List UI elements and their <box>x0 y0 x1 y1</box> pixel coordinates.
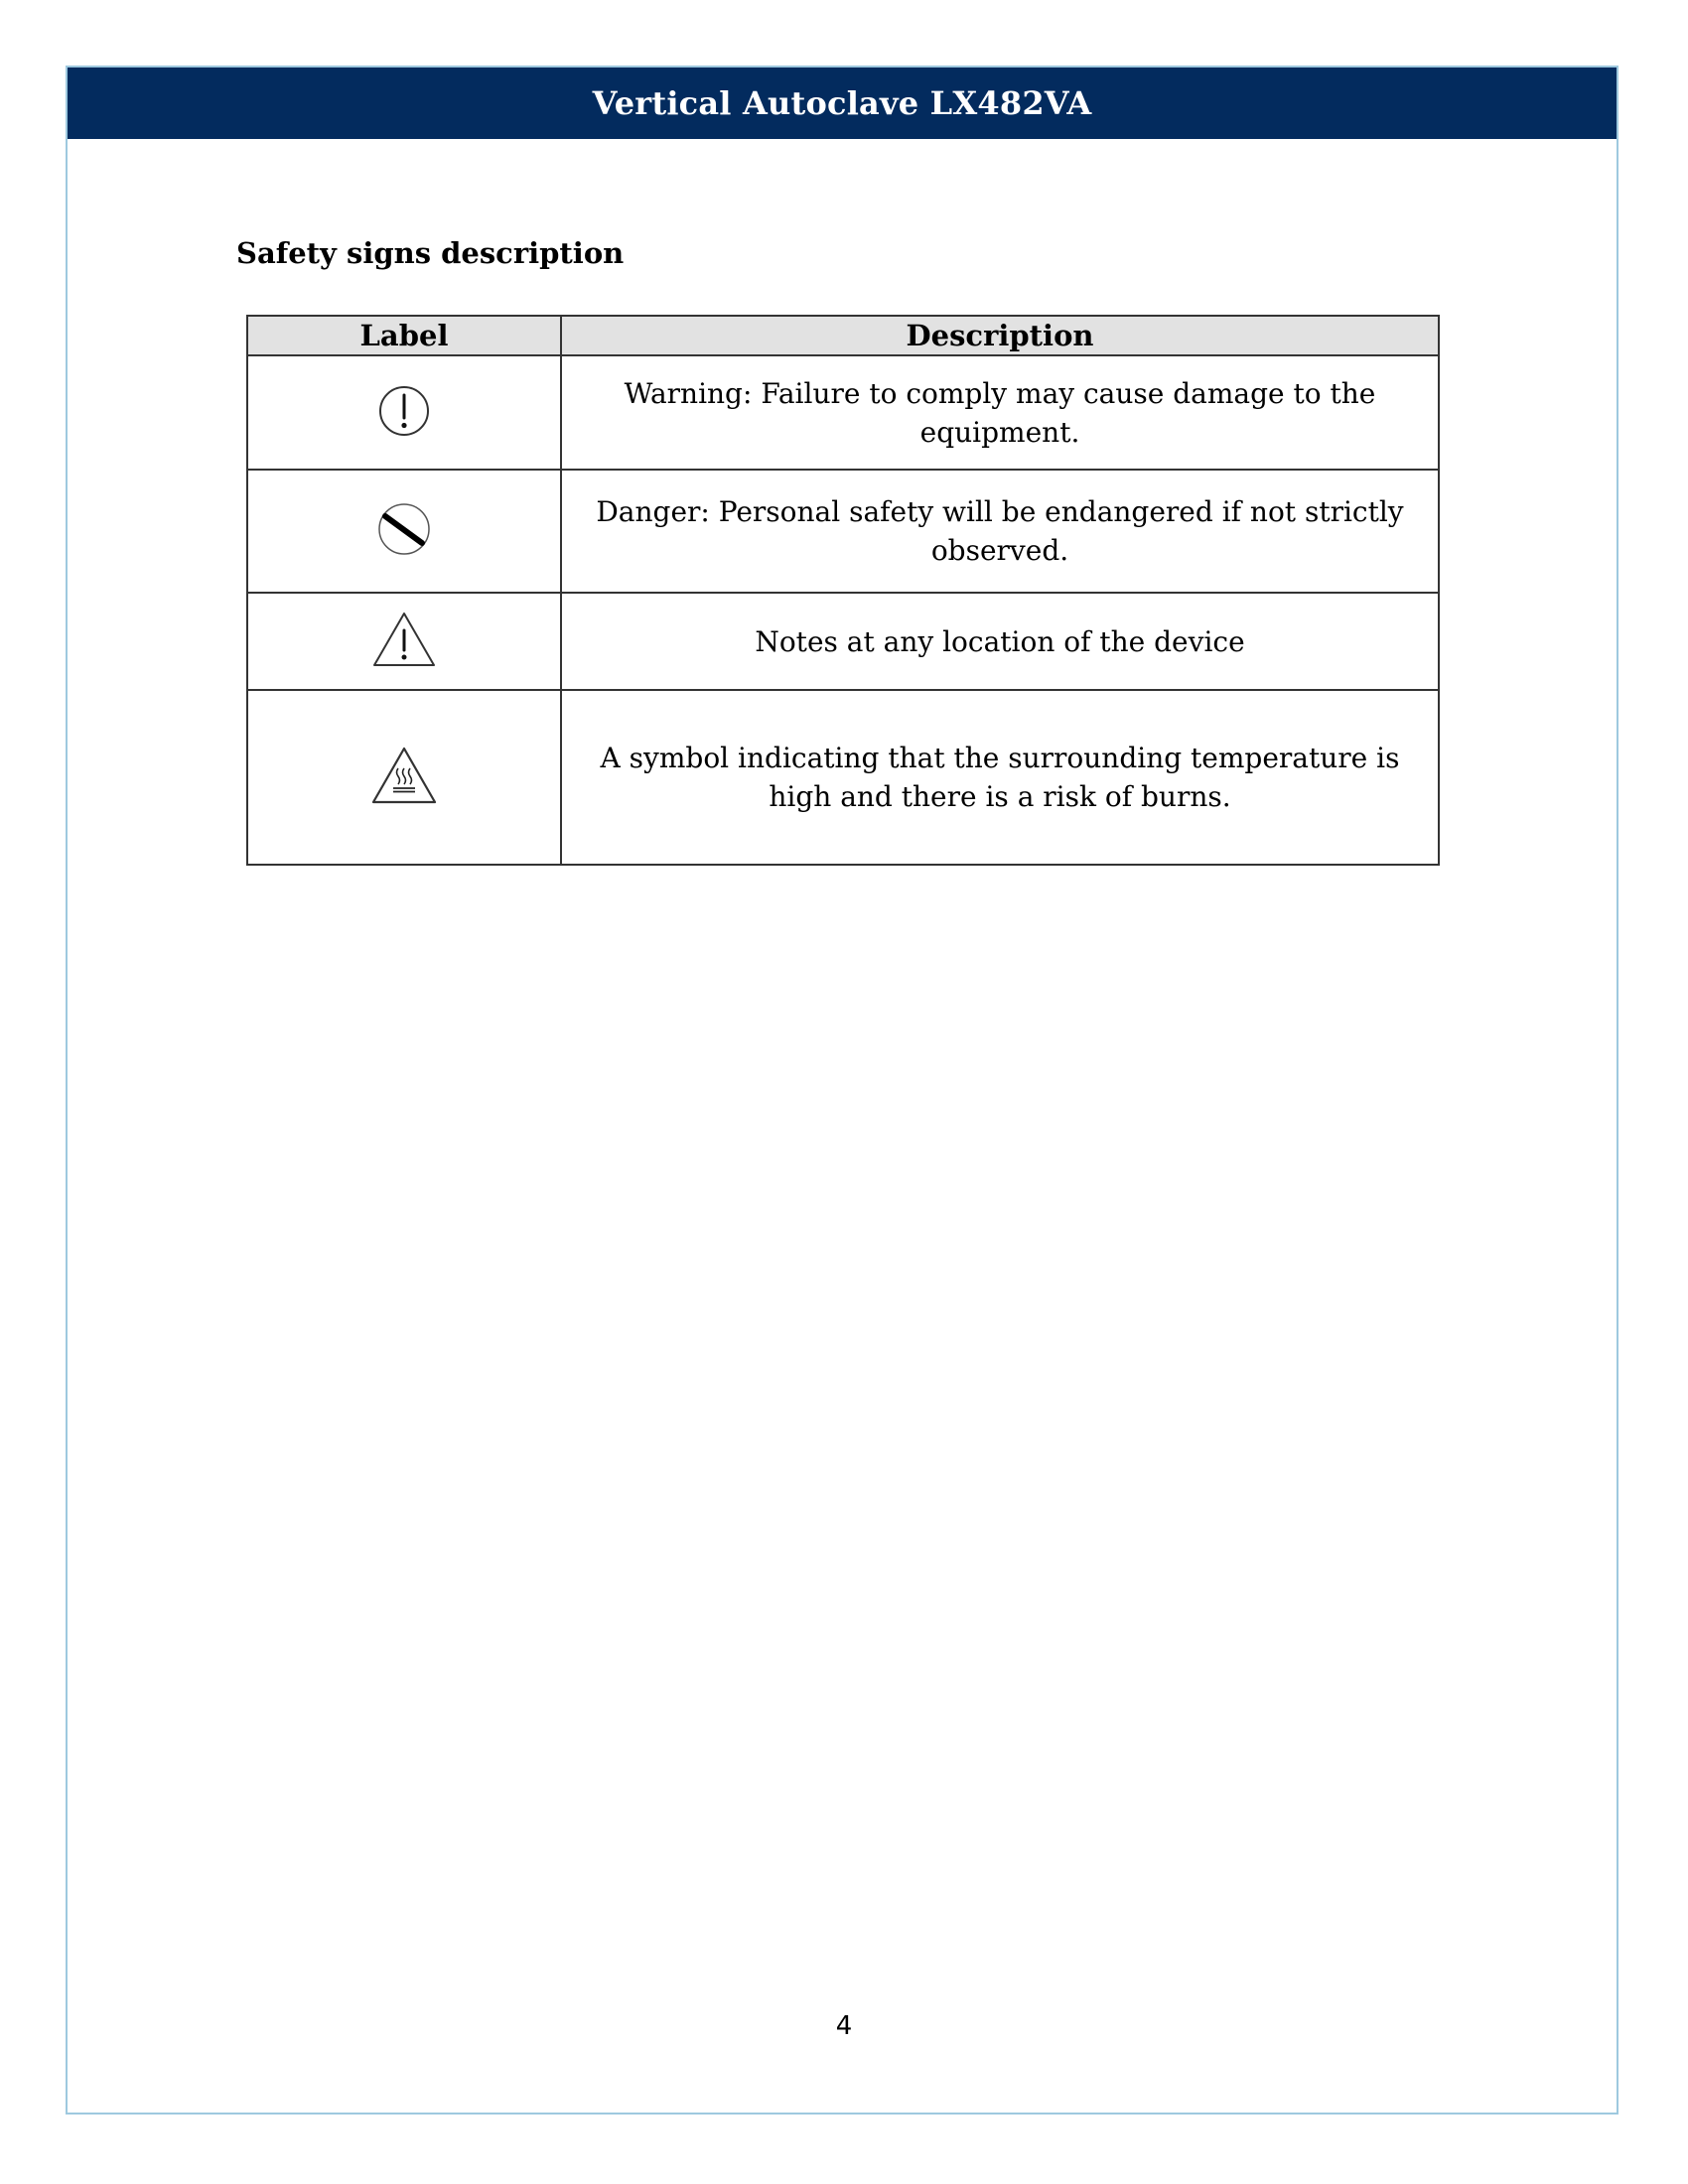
hot-surface-icon <box>370 746 438 809</box>
label-cell <box>247 355 561 470</box>
document-title: Vertical Autoclave LX482VA <box>592 84 1092 122</box>
column-header-description: Description <box>561 316 1439 355</box>
table-header-row <box>247 316 1439 355</box>
label-cell <box>247 690 561 865</box>
description-cell: Danger: Personal safety will be endangered if not strictly observed. <box>561 470 1439 593</box>
triangle-exclamation-icon <box>371 611 437 672</box>
prohibition-icon <box>376 501 432 561</box>
description-cell: A symbol indicating that the surrounding temperature is high and there is a risk of burns. <box>561 690 1439 865</box>
label-cell <box>247 593 561 690</box>
circle-exclamation-icon <box>377 384 431 442</box>
description-cell: Notes at any location of the device <box>561 593 1439 690</box>
table-row <box>247 593 1439 690</box>
page-number: 4 <box>835 2011 853 2041</box>
safety-signs-table <box>246 315 1440 866</box>
label-cell <box>247 470 561 593</box>
header-bar <box>68 68 1617 139</box>
column-header-label: Label <box>247 316 561 355</box>
table-row <box>247 690 1439 865</box>
table-row <box>247 355 1439 470</box>
section-title: Safety signs description <box>236 236 625 270</box>
description-cell: Warning: Failure to comply may cause damage to the equipment. <box>561 355 1439 470</box>
table-row <box>247 470 1439 593</box>
